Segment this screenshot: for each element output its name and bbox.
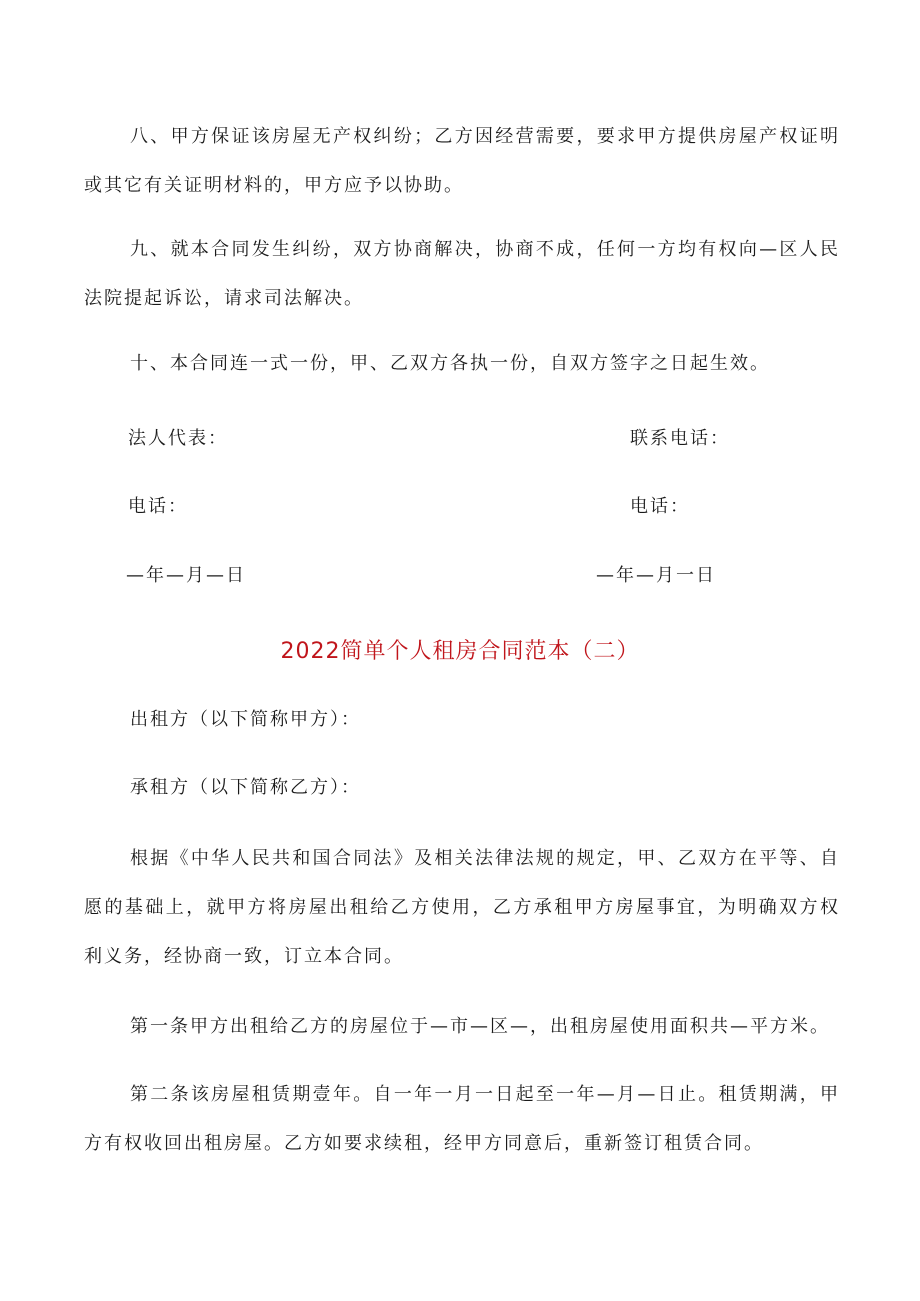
date-left: —年—月—日 — [126, 565, 246, 586]
clause-10: 十、本合同连一式一份，甲、乙双方各执一份，自双方签字之日起生效。 — [130, 353, 770, 374]
lessee-label: 承租方（以下简称乙方）： — [130, 777, 361, 798]
contract-preamble: 根据《中华人民共和国合同法》及相关法律法规的规定，甲、乙双方在平等、自愿的基础上，就甲方将房屋出租给乙方使用，乙方承租甲方房屋事宜，为明确双方权利义务，经协商一致，订立本合同。 — [84, 848, 840, 967]
article-2: 第二条该房屋租赁期壹年。自一年一月一日起至一年—月—日止。租赁期满，甲方有权收回出租房屋。乙方如要求续租，经甲方同意后，重新签订租赁合同。 — [84, 1084, 840, 1154]
lessor-label: 出租方（以下简称甲方）： — [130, 709, 361, 730]
date-right: —年—月一日 — [596, 565, 716, 586]
section-title: 2022简单个人租房合同范本（二） — [280, 639, 640, 664]
phone-right-label: 电话： — [630, 496, 690, 517]
contact-phone-label: 联系电话： — [630, 428, 730, 449]
legal-rep-label: 法人代表： — [128, 428, 228, 449]
article-1: 第一条甲方出租给乙方的房屋位于—市—区—，出租房屋使用面积共—平方米。 — [130, 1016, 830, 1037]
clause-9: 九、就本合同发生纠纷，双方协商解决，协商不成，任何一方均有权向—区人民法院提起诉讼，请求司法解决。 — [84, 239, 840, 309]
phone-left-label: 电话： — [128, 496, 188, 517]
clause-8: 八、甲方保证该房屋无产权纠纷；乙方因经营需要，要求甲方提供房屋产权证明或其它有关证明材料的，甲方应予以协助。 — [84, 126, 840, 196]
